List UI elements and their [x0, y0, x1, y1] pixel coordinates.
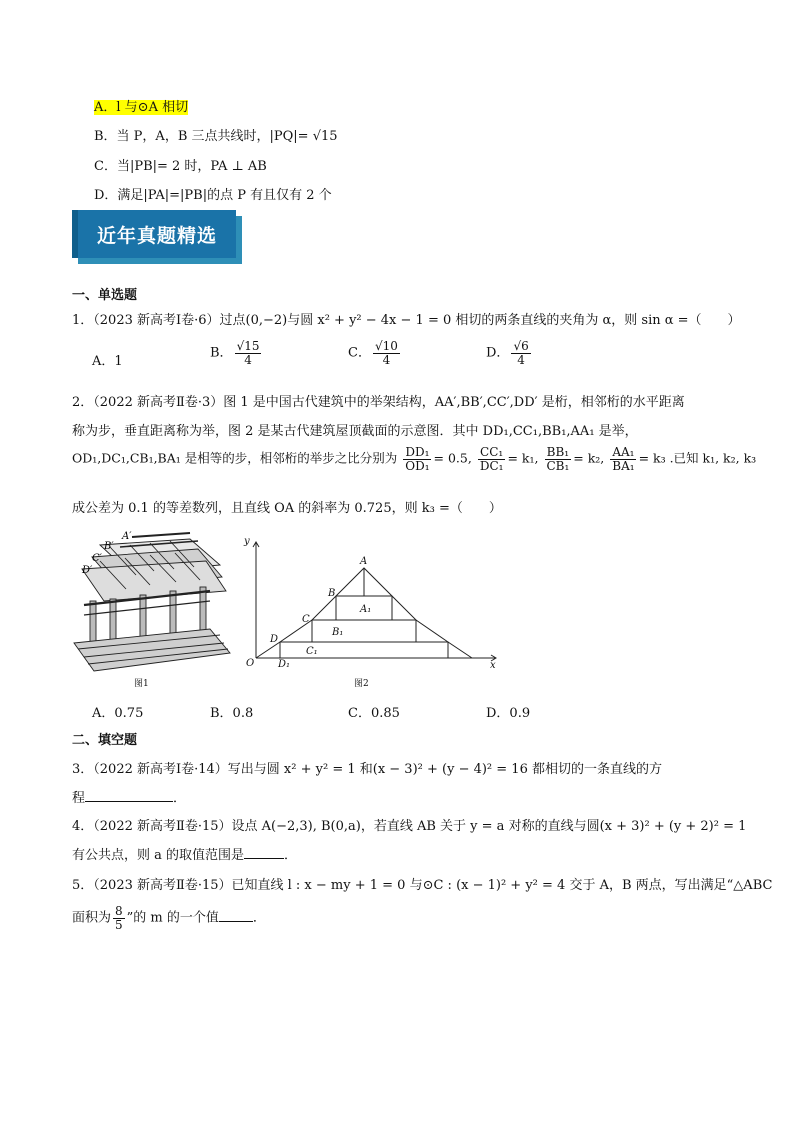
fig2-label-c1: C₁	[306, 646, 318, 657]
q5-answer-blank	[219, 909, 253, 922]
frac-den: 5	[115, 917, 123, 932]
q1-option-c-label: C．	[348, 345, 371, 361]
fig2-label-a1: A₁	[360, 604, 372, 615]
frac-den: DC₁	[479, 458, 504, 473]
q5-line2-text-b: ”的 m 的一个值	[126, 910, 219, 926]
option-b-text: B．当 P，A，B 三点共线时，	[94, 129, 270, 144]
question-1: 1．（2023 新高考Ⅰ卷·6）过点(0,−2)与圆 x² + y² − 4x − 1 = 0 相切的两条直线的夹角为 α，则 sin α =（ ）	[72, 313, 741, 328]
q4-line2-end: ．	[284, 848, 298, 863]
fig1-label-c: C′	[92, 553, 102, 564]
q2-line3-text: OD₁,DC₁,CB₁,BA₁ 是相等的步，相邻桁的举步之比分别为	[72, 450, 398, 466]
q2-line-1: 2．（2022 新高考Ⅱ卷·3）图 1 是中国古代建筑中的举架结构，AA′,BB′,CC′,DD′ 是桁，相邻桁的水平距离	[72, 395, 685, 410]
frac-num: 8	[115, 904, 123, 918]
fig2-label-a: A	[360, 556, 368, 567]
q3-line-1: 3．（2022 新高考Ⅰ卷·14）写出与圆 x² + y² = 1 和(x − 3)² + (y − 4)² = 16 都相切的一条直线的方	[72, 762, 662, 777]
option-b-expr: |PQ|= √15	[269, 129, 338, 144]
q4-line-1: 4．（2022 新高考Ⅱ卷·15）设点 A(−2,3), B(0,a)，若直线 AB 关于 y = a 对称的直线与圆(x + 3)² + (y + 2)² = 1	[72, 819, 747, 834]
frac-num: AA₁	[612, 445, 635, 459]
frac-num: DD₁	[405, 445, 430, 459]
frac-num: √6	[513, 339, 529, 353]
fig1-label-b: B′	[104, 541, 114, 552]
q1-option-c-frac	[373, 340, 400, 366]
frac-den: BA₁	[612, 458, 635, 473]
frac-num: BB₁	[546, 445, 570, 459]
option-d-prev: D．满足|PA|=|PB|的点 P 有且仅有 2 个	[94, 188, 332, 203]
option-a-highlight: A．l 与⊙A 相切	[94, 100, 189, 115]
q3-line2-end: ．	[173, 791, 187, 806]
option-b-prev	[94, 125, 338, 144]
fig1-label-a: A′	[122, 531, 132, 542]
q2-option-b: B．0.8	[210, 706, 254, 721]
q2-frac-2	[478, 446, 506, 472]
q1-option-a: A．1	[92, 354, 123, 369]
q1-option-b-frac	[235, 340, 262, 366]
figure-1-building	[70, 525, 232, 673]
q3-answer-blank	[85, 789, 173, 802]
q1-option-d-frac	[511, 340, 530, 366]
fig2-label-d1: D₁	[278, 659, 291, 669]
figure-1-caption: 图1	[134, 679, 149, 689]
q2-frac-3-value: = k₂,	[573, 450, 605, 466]
q5-line-1: 5．（2023 新高考Ⅱ卷·15）已知直线 l : x − my + 1 = 0 与⊙C : (x − 1)² + y² = 4 交于 A，B 两点，写出满足“△ABC	[72, 878, 773, 893]
q1-option-b	[210, 340, 263, 366]
q5-fraction	[113, 905, 125, 931]
frac-num: √15	[236, 339, 260, 353]
q4-line-2	[72, 844, 297, 863]
q2-frac-2-value: = k₁,	[507, 450, 539, 466]
rect-c	[312, 620, 416, 642]
q1-option-b-label: B．	[210, 345, 233, 361]
q1-option-c	[348, 340, 402, 366]
frac-den: CB₁	[546, 458, 570, 473]
fig1-label-d: D′	[82, 565, 93, 576]
q1-option-d	[486, 340, 533, 366]
q4-line2-text: 有公共点，则 a 的取值范围是	[72, 848, 245, 863]
q2-line-3	[72, 446, 756, 472]
q2-frac-4-value: = k₃ .已知 k₁, k₂, k₃	[638, 450, 757, 466]
q3-line2-text: 程	[72, 791, 86, 806]
fig2-label-b: B	[328, 588, 336, 599]
frac-den: 4	[382, 352, 391, 367]
fig2-label-y: y	[244, 536, 250, 547]
section-title-single-choice: 一、单选题	[72, 288, 138, 303]
fig2-label-x: x	[490, 660, 496, 669]
q2-line-4: 成公差为 0.1 的等差数列，且直线 OA 的斜率为 0.725，则 k₃ =（ ）	[72, 501, 502, 516]
frac-den: 4	[244, 352, 252, 367]
q2-line-2: 称为步，垂直距离称为举，图 2 是某古代建筑屋顶截面的示意图．其中 DD₁,CC₁,BB₁,AA₁ 是举，	[72, 424, 638, 439]
q4-answer-blank	[244, 846, 284, 859]
option-c-prev: C．当|PB|= 2 时，PA ⊥ AB	[94, 159, 267, 174]
section-title-fill-blank: 二、填空题	[72, 733, 138, 748]
frac-den: 4	[517, 352, 525, 367]
q5-line-2	[72, 905, 266, 931]
q2-frac-1-value: = 0.5,	[433, 450, 472, 466]
q5-line2-end: ．	[252, 910, 266, 926]
q2-option-a: A．0.75	[92, 706, 144, 721]
fig2-label-c: C	[302, 614, 310, 625]
q2-frac-3	[544, 446, 571, 472]
q2-frac-4	[610, 446, 636, 472]
figure-2-caption: 图2	[354, 679, 369, 689]
banner-title: 近年真题精选	[96, 224, 217, 247]
figure-2-diagram	[240, 534, 502, 669]
fig2-label-b1: B₁	[332, 627, 344, 638]
q2-option-d: D．0.9	[486, 706, 531, 721]
q3-line-2	[72, 787, 186, 806]
q1-option-d-label: D．	[486, 345, 510, 361]
frac-num: CC₁	[480, 445, 504, 459]
frac-den: OD₁	[405, 458, 430, 473]
q2-option-c: C．0.85	[348, 706, 400, 721]
frac-num: √10	[374, 339, 398, 353]
q2-frac-1	[403, 446, 431, 472]
banner-box	[72, 210, 236, 258]
fig2-label-d: D	[270, 634, 279, 645]
option-a-prev	[94, 96, 188, 115]
q5-line2-text: 面积为	[72, 910, 112, 926]
fig2-label-o: O	[246, 658, 255, 669]
section-banner	[72, 210, 242, 264]
